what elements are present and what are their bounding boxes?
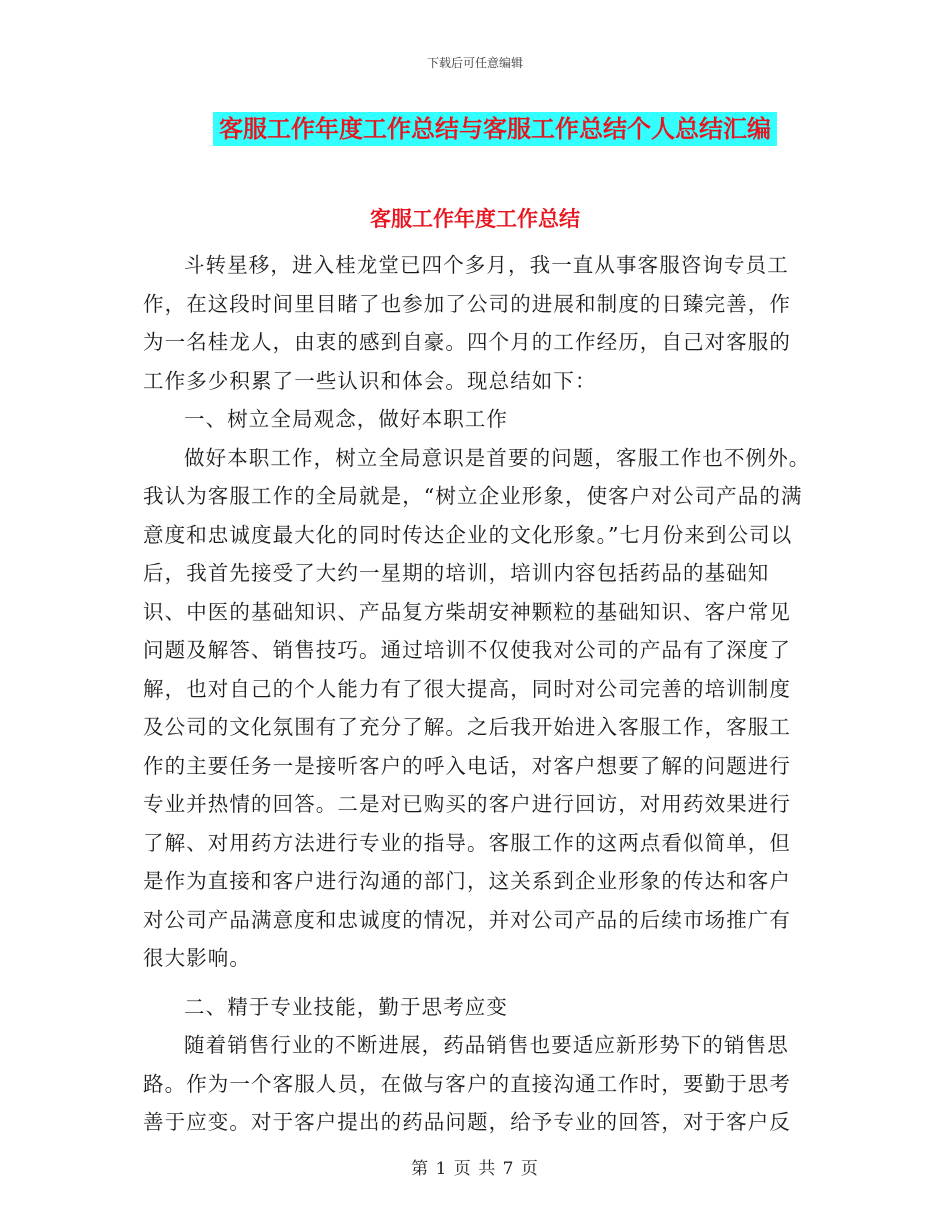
- heading-one: 一、树立全局观念，做好本职工作: [184, 407, 508, 431]
- section-title: 客服工作年度工作总结: [370, 207, 580, 231]
- document-title-container: [0, 112, 950, 146]
- document-title: 客服工作年度工作总结与客服工作总结个人总结汇编: [213, 112, 777, 146]
- page-number: 第 1 页 共 7 页: [411, 1159, 539, 1179]
- heading-two: 二、精于专业技能，勤于思考应变: [184, 994, 508, 1019]
- paragraph-intro: 斗转星移，进入桂龙堂已四个多月，我一直从事客服咨询专员工作，在这段时间里目睹了也参加了公司的进展和制度的日臻完善，作为一名桂龙人，由衷的感到自豪。四个月的工作经历，自己对客服的工作多少积累了一些认识和体会。现总结如下：: [143, 253, 791, 393]
- document-body: [143, 246, 811, 1142]
- paragraph-two: 随着销售行业的不断进展，药品销售也要适应新形势下的销售思路。作为一个客服人员，在做与客户的直接沟通工作时，要勤于思考善于应变。对于客户提出的药品问题，给予专业的回答，对于客户反: [143, 1033, 791, 1134]
- page-header-note: 下载后可任意编辑: [426, 56, 523, 70]
- paragraph-one: 做好本职工作，树立全局意识是首要的问题，客服工作也不例外。我认为客服工作的全局就是，“树立企业形象，使客户对公司产品的满意度和忠诚度最大化的同时传达企业的文化形象。”七月份来到公司以后，我首先接受了大约一星期的培训，培训内容包括药品的基础知识、中医的基础知识、产品复方柴胡安神颗粒的基础知识、客户常见问题及解答、销售技巧。通过培训不仅使我对公司的产品有了深度了解，也对自己的个人能力有了很大提高，同时对公司完善的培训制度及公司的文化氛围有了充分了解。之后我开始进入客服工作，客服工作的主要任务一是接听客户的呼入电话，对客户想要了解的问题进行专业并热情的回答。二是对已购买的客户进行回访，对用药效果进行了解、对用药方法进行专业的指导。客服工作的这两点看似简单，但是作为直接和客户进行沟通的部门，这关系到企业形象的传达和客户对公司产品满意度和忠诚度的情况，并对公司产品的后续市场推广有很大影响。: [143, 445, 811, 970]
